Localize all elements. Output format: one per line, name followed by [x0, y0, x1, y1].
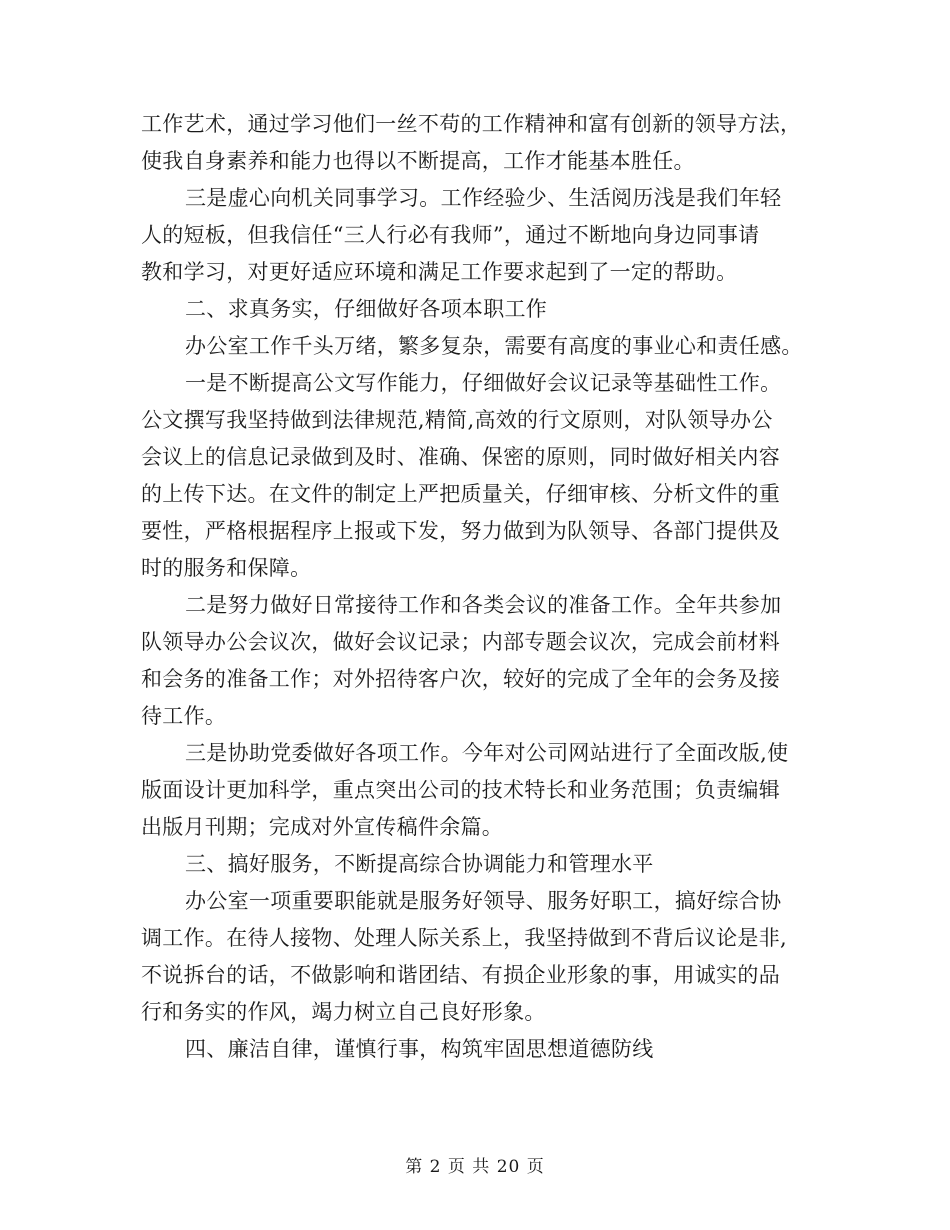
text-line: 使我自身素养和能力也得以不断提高，工作才能基本胜任。: [141, 149, 695, 173]
text-line: 三、搞好服务，不断提高综合协调能力和管理水平: [185, 852, 654, 876]
text-line: 出版月刊期；完成对外宣传稿件余篇。: [141, 815, 504, 839]
text-line: 公文撰写我坚持做到法律规范,精简,高效的行文原则，对队领导办公: [141, 408, 773, 432]
text-line: 调工作。在待人接物、处理人际关系上，我坚持做到不背后议论是非,: [141, 926, 787, 950]
text-line: 待工作。: [141, 704, 227, 728]
text-line: 队领导办公会议次，做好会议记录；内部专题会议次，完成会前材料: [141, 630, 780, 654]
text-line: 时的服务和保障。: [141, 556, 312, 580]
text-line: 行和务实的作风，竭力树立自己良好形象。: [141, 1000, 546, 1024]
text-line: 三是协助党委做好各项工作。今年对公司网站进行了全面改版,使: [185, 741, 789, 765]
text-line: 三是虚心向机关同事学习。工作经验少、生活阅历浅是我们年轻: [185, 186, 782, 210]
text-line: 版面设计更加科学，重点突出公司的技术特长和业务范围；负责编辑: [141, 778, 780, 802]
text-line: 人的短板，但我信任“三人行必有我师”，通过不断地向身边同事请: [141, 223, 760, 247]
text-line: 四、廉洁自律，谨慎行事，构筑牢固思想道德防线: [185, 1037, 654, 1061]
document-body: [141, 106, 809, 1068]
text-line: 二是努力做好日常接待工作和各类会议的准备工作。全年共参加: [185, 593, 782, 617]
text-line: 一是不断提高公文写作能力，仔细做好会议记录等基础性工作。: [185, 371, 782, 395]
text-line: 工作艺术，通过学习他们一丝不苟的工作精神和富有创新的领导方法，: [141, 112, 802, 136]
page-footer: 第 2 页 共 20 页: [405, 1157, 545, 1177]
text-line: 不说拆台的话，不做影响和谐团结、有损企业形象的事，用诚实的品: [141, 963, 780, 987]
text-line: 办公室工作千头万绪，繁多复杂，需要有高度的事业心和责任感。: [185, 334, 803, 358]
text-line: 的上传下达。在文件的制定上严把质量关，仔细审核、分析文件的重: [141, 482, 780, 506]
text-line: 和会务的准备工作；对外招待客户次，较好的完成了全年的会务及接: [141, 667, 780, 691]
text-line: 会议上的信息记录做到及时、准确、保密的原则，同时做好相关内容: [141, 445, 780, 469]
text-line: 二、求真务实，仔细做好各项本职工作: [185, 297, 548, 321]
text-line: 办公室一项重要职能就是服务好领导、服务好职工，搞好综合协: [185, 889, 782, 913]
text-line: 要性，严格根据程序上报或下发，努力做到为队领导、各部门提供及: [141, 519, 780, 543]
text-line: 教和学习，对更好适应环境和满足工作要求起到了一定的帮助。: [141, 260, 738, 284]
